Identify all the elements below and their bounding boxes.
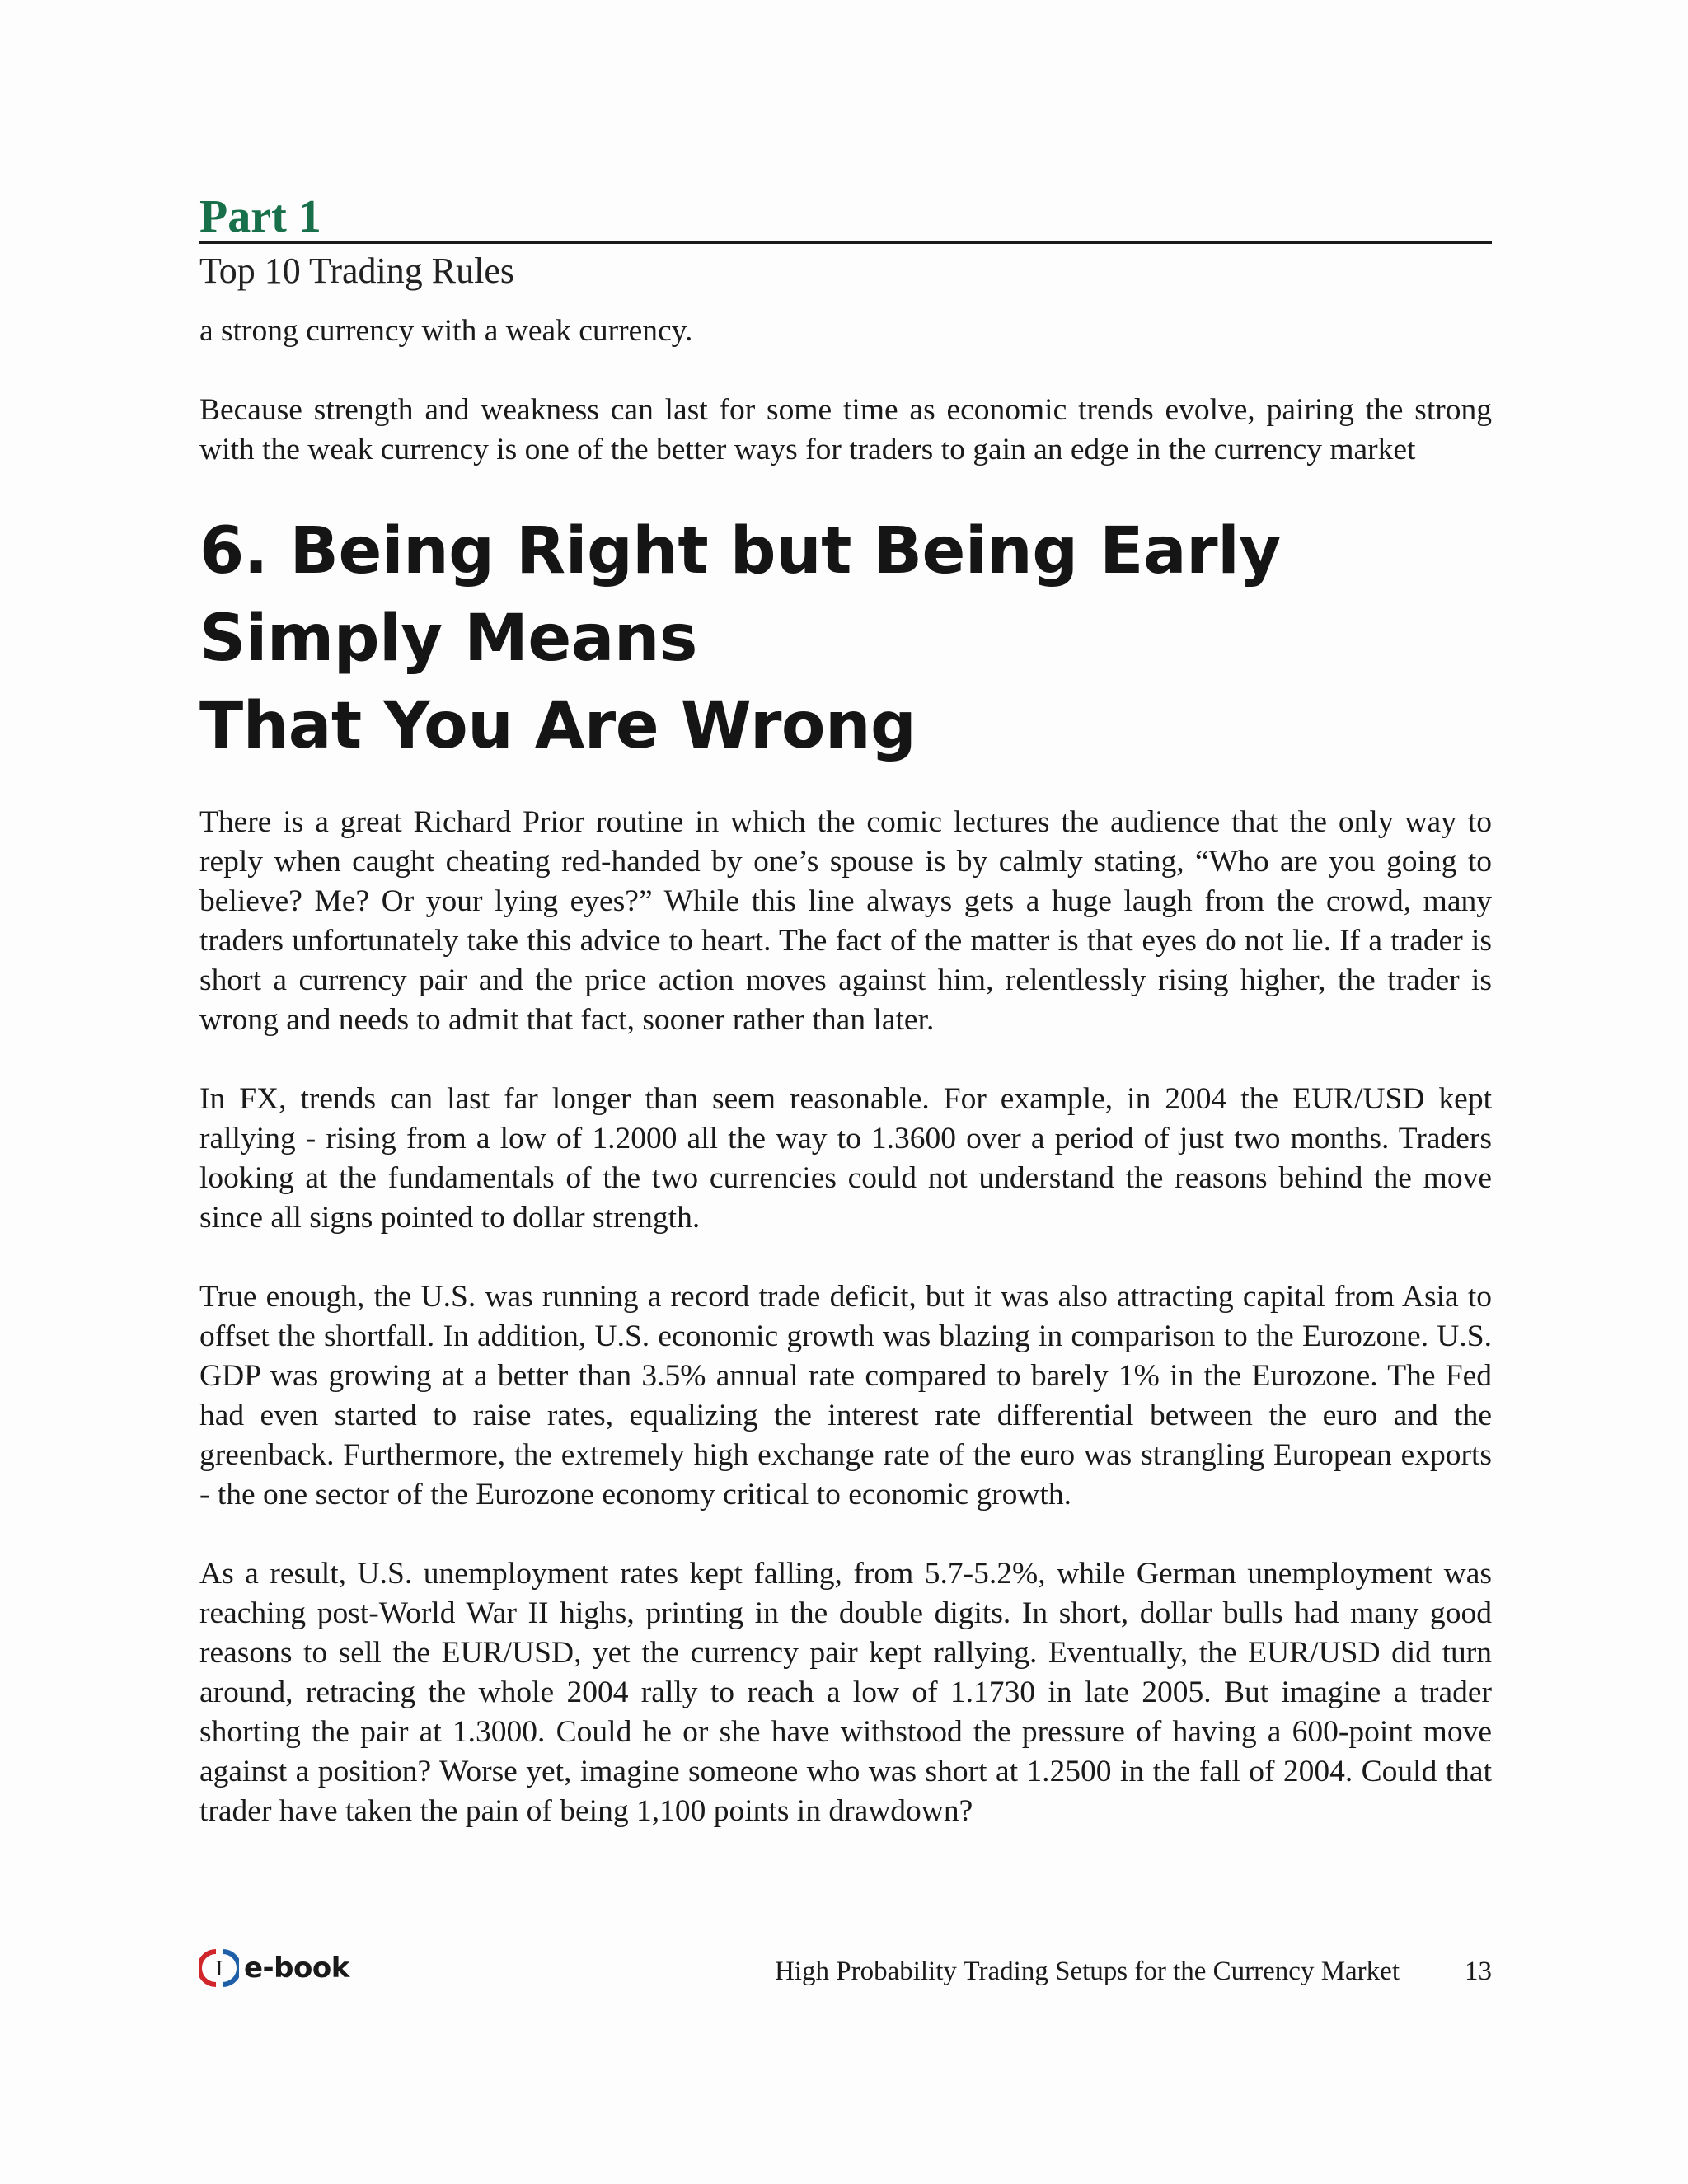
- body-paragraph-4: As a result, U.S. unemployment rates kept falling, from 5.7-5.2%, while German unemployment was reaching post-World War II highs, printing in the double digits. In short, dollar bulls had many good reasons to sell the EUR/USD, yet the currency pair kept rallying. Eventually, the EUR/USD did turn around, retracing the whole 2004 rally to reach a low of 1.1730 in late 2005. But imagine a trader shorting the pair at 1.3000. Could he or she have withstood the pressure of having a 600-point move against a position? Worse yet, imagine someone who was short at 1.2500 in the fall of 2004. Could that trader have taken the pain of being 1,100 points in drawdown?: [199, 1557, 1492, 1828]
- part-label: Part 1: [199, 191, 321, 242]
- continued-paragraph: a strong currency with a weak currency.: [199, 314, 693, 348]
- body-paragraph-1: There is a great Richard Prior routine in which the comic lectures the audience that the only way to reply when caught cheating red-handed by one’s spouse is by calmly stating, “Who are you going to believe? Me? Or your lying eyes?” While this line always gets a huge laugh from the crowd, many traders unfortunately take this advice to heart. The fact of the matter is that eyes do not lie. If a trader is short a currency pair and the price action moves against him, relentlessly rising higher, the trader is wrong and needs to admit that fact, sooner rather than later.: [199, 805, 1492, 1037]
- ebook-brand: [199, 1948, 349, 1988]
- part-subtitle: Top 10 Trading Rules: [199, 251, 514, 291]
- body-paragraph-2: In FX, trends can last far longer than seem reasonable. For example, in 2004 the EUR/USD kept rallying - rising from a low of 1.2000 all the way to 1.3600 over a period of just two months. Traders looking at the fundamentals of the two currencies could not understand the reasons behind the move since all signs pointed to dollar strength.: [199, 1082, 1492, 1235]
- brand-text: e-book: [244, 1952, 349, 1985]
- ebook-logo-icon: [199, 1948, 239, 1988]
- page-number: 13: [1465, 1957, 1492, 1986]
- section-heading-line-1: 6. Being Right but Being Early Simply Means: [199, 514, 1281, 676]
- section-heading: [199, 508, 1492, 770]
- logo-letter: I: [215, 1957, 223, 1980]
- page-content: [199, 190, 1492, 1831]
- part-header: [199, 190, 1492, 244]
- logo-right-arc: [223, 1952, 239, 1985]
- page-footer: [199, 1945, 1492, 1994]
- book-title: High Probability Trading Setups for the Currency Market: [774, 1957, 1400, 1986]
- intro-paragraph: Because strength and weakness can last for some time as economic trends evolve, pairing the strong with the weak currency is one of the better ways for traders to gain an edge in the currency market: [199, 393, 1492, 466]
- section-heading-line-2: That You Are Wrong: [199, 689, 917, 763]
- logo-left-arc: [199, 1952, 216, 1985]
- body-paragraph-3: True enough, the U.S. was running a record trade deficit, but it was also attracting capital from Asia to offset the shortfall. In addition, U.S. economic growth was blazing in comparison to the Eurozone. U.S. GDP was growing at a better than 3.5% annual rate compared to barely 1% in the Eurozone. The Fed had even started to raise rates, equalizing the interest rate differential between the euro and the greenback. Furthermore, the extremely high exchange rate of the euro was strangling European exports - the one sector of the Eurozone economy critical to economic growth.: [199, 1280, 1492, 1511]
